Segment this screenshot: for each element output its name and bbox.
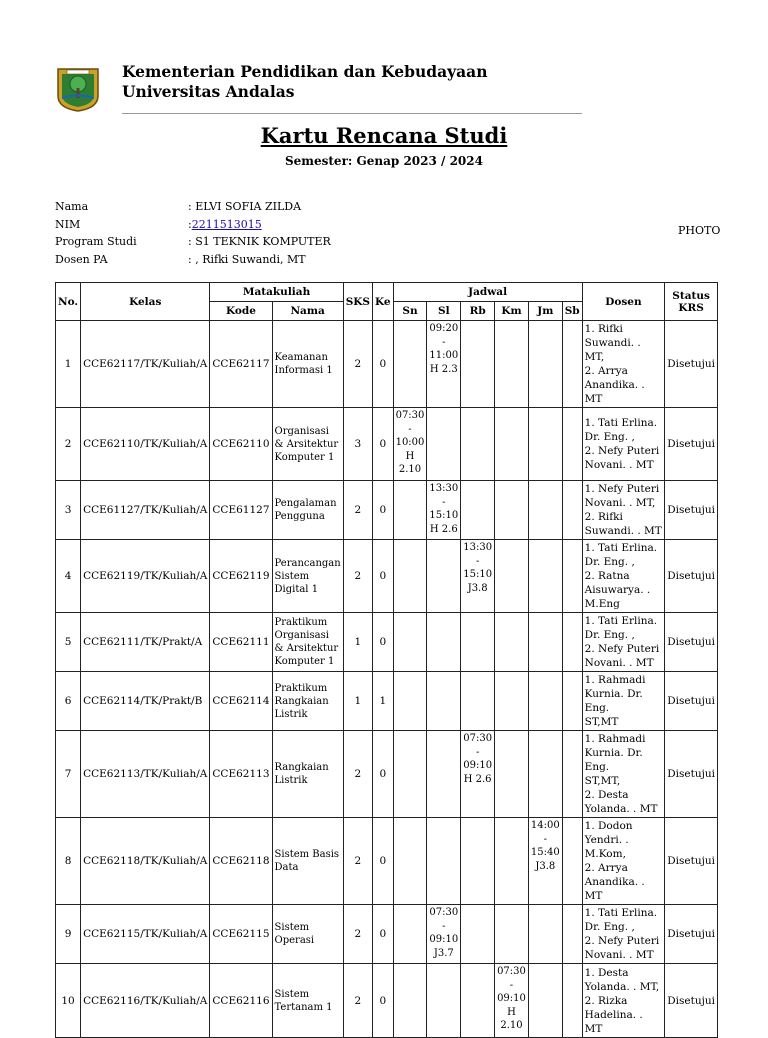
schedule-line: 10:00 bbox=[395, 437, 425, 448]
cell-kelas: CCE62113/TK/Kuliah/A bbox=[81, 731, 210, 818]
cell-dosen bbox=[582, 672, 665, 731]
cell-no: 8 bbox=[56, 818, 81, 905]
cell-sks: 2 bbox=[343, 818, 372, 905]
cell-jadwal bbox=[427, 408, 461, 481]
cell-jadwal bbox=[393, 613, 427, 672]
lecturer-line: 1. Desta Yolanda. . MT, bbox=[584, 966, 660, 993]
col-header-day: Rb bbox=[461, 302, 495, 321]
cell-jadwal bbox=[495, 540, 529, 613]
cell-kelas: CCE62114/TK/Prakt/B bbox=[81, 672, 210, 731]
cell-dosen bbox=[582, 613, 665, 672]
schedule-line: H bbox=[405, 450, 415, 462]
krs-table bbox=[55, 282, 718, 1038]
institution-name bbox=[122, 62, 487, 102]
schedule-line: J3.7 bbox=[433, 947, 454, 959]
page-header bbox=[55, 62, 595, 112]
cell-jadwal bbox=[528, 905, 562, 964]
col-header-kelas: Kelas bbox=[81, 283, 210, 321]
cell-kode: CCE62113 bbox=[210, 731, 272, 818]
cell-status: Disetujui bbox=[665, 481, 718, 540]
cell-jadwal bbox=[461, 905, 495, 964]
cell-jadwal bbox=[562, 321, 582, 408]
col-header-day: Sn bbox=[393, 302, 427, 321]
cell-ke: 0 bbox=[373, 964, 394, 1038]
lecturer-line: 1. Rahmadi Kurnia. Dr. Eng. bbox=[584, 733, 646, 773]
schedule-line: - bbox=[408, 423, 412, 435]
cell-nama: Sistem Tertanam 1 bbox=[272, 964, 343, 1038]
schedule-line: 07:30 bbox=[429, 907, 459, 918]
cell-jadwal bbox=[562, 905, 582, 964]
cell-sks: 2 bbox=[343, 481, 372, 540]
schedule-line: 09:10 bbox=[429, 934, 459, 945]
table-row bbox=[56, 481, 718, 540]
schedule-line: - bbox=[475, 555, 480, 567]
schedule-line: H 2.6 bbox=[429, 523, 458, 535]
nim-prefix: : bbox=[188, 217, 192, 231]
lecturer-line: 2. Nefy Puteri Novani. . MT bbox=[584, 445, 660, 471]
cell-jadwal bbox=[562, 731, 582, 818]
cell-jadwal bbox=[495, 321, 529, 408]
col-header-ke: Ke bbox=[373, 283, 394, 321]
cell-sks: 2 bbox=[343, 964, 372, 1038]
cell-kelas: CCE61127/TK/Kuliah/A bbox=[81, 481, 210, 540]
cell-jadwal bbox=[427, 905, 461, 964]
cell-status: Disetujui bbox=[665, 613, 718, 672]
cell-kode: CCE62117 bbox=[210, 321, 272, 408]
schedule-line: 15:10 bbox=[463, 569, 493, 580]
field-label: Dosen PA bbox=[55, 252, 108, 266]
table-row bbox=[56, 408, 718, 481]
lecturer-line: 2. Nefy Puteri Novani. . MT bbox=[584, 935, 660, 961]
schedule-line: 09:10 bbox=[497, 993, 526, 1004]
schedule-line: - bbox=[509, 979, 514, 991]
cell-jadwal bbox=[427, 672, 461, 731]
study-program-row bbox=[55, 233, 331, 251]
cell-no: 9 bbox=[56, 905, 81, 964]
col-header-nama: Nama bbox=[272, 302, 343, 321]
student-name-row bbox=[55, 198, 331, 216]
cell-jadwal bbox=[461, 408, 495, 481]
schedule-line: 09:10 bbox=[463, 760, 493, 771]
cell-status: Disetujui bbox=[665, 540, 718, 613]
cell-kelas: CCE62110/TK/Kuliah/A bbox=[81, 408, 210, 481]
cell-nama: Praktikum Rangkaian Listrik bbox=[272, 672, 343, 731]
academic-advisor-row bbox=[55, 251, 331, 269]
schedule-line: 07:30 bbox=[463, 733, 493, 744]
schedule-line: 07:30 bbox=[497, 966, 526, 977]
academic-advisor: : , Rifki Suwandi, MT bbox=[188, 252, 306, 266]
cell-no: 1 bbox=[56, 321, 81, 408]
cell-status: Disetujui bbox=[665, 731, 718, 818]
cell-ke: 0 bbox=[373, 613, 394, 672]
cell-jadwal bbox=[528, 672, 562, 731]
lecturer-line: 2. Desta Yolanda. . MT bbox=[584, 789, 658, 815]
col-header-day: Sb bbox=[562, 302, 582, 321]
table-row bbox=[56, 672, 718, 731]
cell-jadwal bbox=[495, 731, 529, 818]
col-header-no: No. bbox=[56, 283, 81, 321]
cell-jadwal bbox=[461, 540, 495, 613]
cell-kelas: CCE62115/TK/Kuliah/A bbox=[81, 905, 210, 964]
cell-ke: 0 bbox=[373, 481, 394, 540]
cell-jadwal bbox=[461, 731, 495, 818]
cell-sks: 2 bbox=[343, 731, 372, 818]
lecturer-line: ST,MT bbox=[584, 716, 619, 728]
cell-jadwal bbox=[427, 818, 461, 905]
cell-nama: Organisasi & Arsitektur Komputer 1 bbox=[272, 408, 343, 481]
col-header-status: Status KRS bbox=[665, 283, 718, 321]
cell-kode: CCE62115 bbox=[210, 905, 272, 964]
cell-kelas: CCE62119/TK/Kuliah/A bbox=[81, 540, 210, 613]
lecturer-line: ST,MT, bbox=[584, 775, 621, 787]
cell-nama: Rangkaian Listrik bbox=[272, 731, 343, 818]
cell-nama: Sistem Operasi bbox=[272, 905, 343, 964]
lecturer-line: M.Eng bbox=[584, 598, 620, 610]
cell-no: 4 bbox=[56, 540, 81, 613]
cell-jadwal bbox=[393, 540, 427, 613]
schedule-line: 09:20 bbox=[429, 323, 459, 334]
schedule-line: 15:40 bbox=[530, 847, 560, 858]
table-row bbox=[56, 905, 718, 964]
cell-no: 7 bbox=[56, 731, 81, 818]
field-label: Nama bbox=[55, 200, 89, 213]
lecturer-line: 1. Nefy Puteri Novani. . MT, bbox=[584, 483, 660, 509]
lecturer-line: 2. Rizka Hadelina. . MT bbox=[584, 994, 643, 1035]
cell-sks: 2 bbox=[343, 321, 372, 408]
col-header-day: Jm bbox=[528, 302, 562, 321]
cell-jadwal bbox=[393, 672, 427, 731]
student-name: : ELVI SOFIA ZILDA bbox=[188, 200, 302, 213]
lecturer-line: 2. Rifki Suwandi. . MT bbox=[584, 511, 662, 537]
cell-jadwal bbox=[562, 818, 582, 905]
cell-jadwal bbox=[461, 321, 495, 408]
cell-nama: Pengalaman Pengguna bbox=[272, 481, 343, 540]
lecturer-line: 2. Ratna Aisuwarya. . bbox=[584, 570, 651, 596]
cell-dosen bbox=[582, 408, 665, 481]
cell-no: 6 bbox=[56, 672, 81, 731]
cell-kode: CCE62116 bbox=[210, 964, 272, 1038]
student-nim-row bbox=[55, 216, 331, 234]
cell-ke: 0 bbox=[373, 540, 394, 613]
schedule-line: J3.8 bbox=[467, 582, 488, 594]
cell-ke: 0 bbox=[373, 731, 394, 818]
cell-jadwal bbox=[393, 481, 427, 540]
cell-dosen bbox=[582, 321, 665, 408]
table-row bbox=[56, 321, 718, 408]
cell-jadwal bbox=[461, 818, 495, 905]
header-divider bbox=[122, 113, 582, 114]
cell-no: 10 bbox=[56, 964, 81, 1038]
schedule-line: 14:00 bbox=[530, 820, 560, 831]
schedule-line: H 2.3 bbox=[429, 363, 458, 375]
col-header-kode: Kode bbox=[210, 302, 272, 321]
cell-jadwal bbox=[427, 540, 461, 613]
table-row bbox=[56, 818, 718, 905]
schedule-line: 2.10 bbox=[398, 464, 422, 475]
krs-table-body bbox=[56, 321, 718, 1038]
cell-jadwal bbox=[562, 408, 582, 481]
cell-kode: CCE62119 bbox=[210, 540, 272, 613]
cell-ke: 0 bbox=[373, 818, 394, 905]
cell-jadwal bbox=[495, 818, 529, 905]
lecturer-line: 2. Arrya Anandika. . MT bbox=[584, 365, 645, 405]
cell-jadwal bbox=[562, 672, 582, 731]
cell-ke: 0 bbox=[373, 905, 394, 964]
table-row bbox=[56, 613, 718, 672]
cell-kelas: CCE62118/TK/Kuliah/A bbox=[81, 818, 210, 905]
cell-jadwal bbox=[393, 964, 427, 1038]
lecturer-line: 2. Nefy Puteri Novani. . MT bbox=[584, 643, 660, 669]
page-title: Kartu Rencana Studi bbox=[260, 123, 508, 148]
cell-sks: 1 bbox=[343, 613, 372, 672]
cell-nama: Praktikum Organisasi & Arsitektur Komputer 1 bbox=[272, 613, 343, 672]
table-row bbox=[56, 540, 718, 613]
cell-jadwal bbox=[562, 540, 582, 613]
cell-sks: 2 bbox=[343, 540, 372, 613]
cell-status: Disetujui bbox=[665, 321, 718, 408]
cell-dosen bbox=[582, 818, 665, 905]
cell-jadwal bbox=[427, 731, 461, 818]
schedule-line: - bbox=[442, 496, 446, 508]
lecturer-line: 1. Tati Erlina. Dr. Eng. , bbox=[584, 907, 658, 933]
cell-jadwal bbox=[528, 481, 562, 540]
cell-status: Disetujui bbox=[665, 672, 718, 731]
col-header-dosen: Dosen bbox=[582, 283, 665, 321]
cell-dosen bbox=[582, 905, 665, 964]
cell-jadwal bbox=[528, 321, 562, 408]
cell-jadwal bbox=[461, 964, 495, 1038]
cell-no: 3 bbox=[56, 481, 81, 540]
cell-status: Disetujui bbox=[665, 818, 718, 905]
schedule-line: 15:10 bbox=[429, 510, 459, 521]
schedule-line: - bbox=[442, 920, 446, 932]
cell-dosen bbox=[582, 964, 665, 1038]
cell-jadwal bbox=[427, 613, 461, 672]
cell-jadwal bbox=[393, 321, 427, 408]
field-label: Program Studi bbox=[55, 235, 137, 248]
schedule-line: 13:30 bbox=[429, 483, 459, 494]
lecturer-line: 1. Rahmadi Kurnia. Dr. Eng. bbox=[584, 674, 646, 714]
cell-jadwal bbox=[495, 613, 529, 672]
cell-jadwal bbox=[528, 964, 562, 1038]
cell-dosen bbox=[582, 481, 665, 540]
cell-kode: CCE62111 bbox=[210, 613, 272, 672]
cell-jadwal bbox=[393, 818, 427, 905]
cell-jadwal bbox=[562, 481, 582, 540]
cell-kelas: CCE62111/TK/Prakt/A bbox=[81, 613, 210, 672]
student-info bbox=[55, 198, 331, 268]
cell-jadwal bbox=[562, 964, 582, 1038]
cell-status: Disetujui bbox=[665, 905, 718, 964]
col-header-jadwal: Jadwal bbox=[393, 283, 582, 302]
cell-jadwal bbox=[427, 481, 461, 540]
cell-sks: 2 bbox=[343, 905, 372, 964]
cell-no: 2 bbox=[56, 408, 81, 481]
col-header-day: Sl bbox=[427, 302, 461, 321]
cell-jadwal bbox=[427, 321, 461, 408]
cell-nama: Sistem Basis Data bbox=[272, 818, 343, 905]
ministry-name: Kementerian Pendidikan dan Kebudayaan bbox=[122, 62, 488, 81]
lecturer-line: 1. Rifki Suwandi. . MT, bbox=[584, 323, 641, 363]
cell-jadwal bbox=[461, 672, 495, 731]
cell-sks: 1 bbox=[343, 672, 372, 731]
study-program: : S1 TEKNIK KOMPUTER bbox=[188, 235, 331, 248]
schedule-line: H 2.6 bbox=[463, 773, 492, 785]
col-header-day: Km bbox=[495, 302, 529, 321]
cell-ke: 1 bbox=[373, 672, 394, 731]
cell-jadwal bbox=[393, 731, 427, 818]
cell-jadwal bbox=[427, 964, 461, 1038]
cell-no: 5 bbox=[56, 613, 81, 672]
cell-jadwal bbox=[495, 408, 529, 481]
photo-placeholder: PHOTO bbox=[678, 224, 721, 237]
cell-ke: 0 bbox=[373, 321, 394, 408]
cell-jadwal bbox=[495, 672, 529, 731]
cell-status: Disetujui bbox=[665, 408, 718, 481]
cell-jadwal bbox=[495, 905, 529, 964]
cell-dosen bbox=[582, 540, 665, 613]
cell-jadwal bbox=[528, 540, 562, 613]
table-row bbox=[56, 731, 718, 818]
schedule-line: 11:00 bbox=[429, 350, 459, 361]
schedule-line: H bbox=[507, 1006, 516, 1018]
lecturer-line: 1. Tati Erlina. Dr. Eng. , bbox=[584, 615, 658, 641]
cell-nama: Keamanan Informasi 1 bbox=[272, 321, 343, 408]
schedule-line: - bbox=[475, 746, 480, 758]
table-row bbox=[56, 964, 718, 1038]
university-logo-icon bbox=[55, 66, 101, 112]
cell-jadwal bbox=[393, 408, 427, 481]
schedule-line: 07:30 bbox=[395, 410, 425, 421]
cell-jadwal bbox=[461, 481, 495, 540]
cell-jadwal bbox=[393, 905, 427, 964]
schedule-line: - bbox=[543, 833, 547, 845]
cell-status: Disetujui bbox=[665, 964, 718, 1038]
cell-kelas: CCE62117/TK/Kuliah/A bbox=[81, 321, 210, 408]
cell-jadwal bbox=[495, 964, 529, 1038]
lecturer-line: 1. Tati Erlina. Dr. Eng. , bbox=[584, 542, 658, 568]
cell-dosen bbox=[582, 731, 665, 818]
col-header-matakuliah: Matakuliah bbox=[210, 283, 343, 302]
schedule-line: 2.10 bbox=[500, 1020, 523, 1031]
col-header-sks: SKS bbox=[343, 283, 372, 321]
cell-jadwal bbox=[528, 731, 562, 818]
cell-jadwal bbox=[461, 613, 495, 672]
schedule-line: 13:30 bbox=[463, 542, 493, 553]
cell-kode: CCE62118 bbox=[210, 818, 272, 905]
cell-ke: 0 bbox=[373, 408, 394, 481]
university-name: Universitas Andalas bbox=[122, 82, 295, 101]
cell-jadwal bbox=[528, 408, 562, 481]
cell-kelas: CCE62116/TK/Kuliah/A bbox=[81, 964, 210, 1038]
schedule-line: J3.8 bbox=[535, 860, 556, 872]
cell-jadwal bbox=[495, 481, 529, 540]
cell-jadwal bbox=[528, 613, 562, 672]
schedule-line: - bbox=[442, 336, 446, 348]
cell-sks: 3 bbox=[343, 408, 372, 481]
field-label: NIM bbox=[55, 217, 81, 231]
cell-jadwal bbox=[528, 818, 562, 905]
lecturer-line: 1. Tati Erlina. Dr. Eng. , bbox=[584, 417, 658, 443]
semester-label: Semester: Genap 2023 / 2024 bbox=[285, 154, 483, 168]
cell-jadwal bbox=[562, 613, 582, 672]
cell-nama: Perancangan Sistem Digital 1 bbox=[272, 540, 343, 613]
student-nim-link[interactable]: 2211513015 bbox=[191, 217, 262, 231]
cell-kode: CCE61127 bbox=[210, 481, 272, 540]
lecturer-line: 2. Arrya Anandika. . MT bbox=[584, 862, 645, 902]
lecturer-line: 1. Dodon Yendri. . M.Kom, bbox=[584, 820, 633, 860]
cell-kode: CCE62110 bbox=[210, 408, 272, 481]
cell-kode: CCE62114 bbox=[210, 672, 272, 731]
